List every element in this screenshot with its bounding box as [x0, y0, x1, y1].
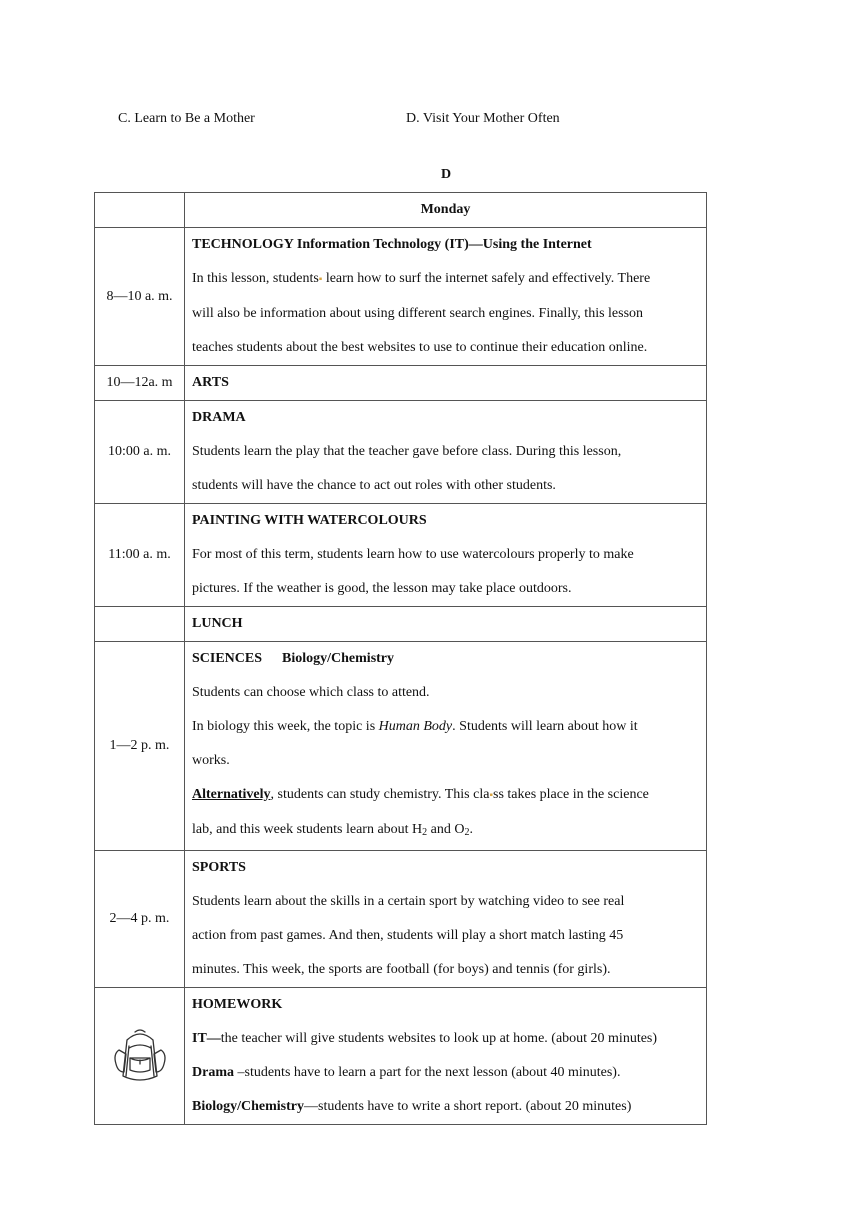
lesson-title: LUNCH — [192, 616, 243, 631]
empty-cell — [95, 193, 185, 228]
answer-options — [118, 111, 758, 131]
lesson-cell — [185, 504, 707, 607]
table-row-sports — [95, 851, 707, 988]
lesson-text: minutes. This week, the sports are football (for boys) and tennis (for girls). — [192, 962, 611, 977]
table-row-technology — [95, 228, 707, 366]
lesson-text: will also be information about using different search engines. Finally, this lesson — [192, 306, 644, 321]
time-cell: 1—2 p. m. — [95, 642, 185, 851]
lesson-text: teaches students about the best websites to use to continue their education online. — [192, 340, 648, 355]
lesson-cell — [185, 607, 707, 642]
lesson-text: pictures. If the weather is good, the lesson may take place outdoors. — [192, 581, 572, 596]
lesson-cell — [185, 228, 707, 366]
lesson-text: Students can choose which class to attend. — [192, 685, 430, 700]
homework-item: IT—the teacher will give students websites to look up at home. (about 20 minutes) — [192, 1031, 658, 1046]
table-row-sciences — [95, 642, 707, 851]
table-row-painting — [95, 504, 707, 607]
lesson-text: lab, and this week students learn about $H_2$ and $O_2$. — [192, 822, 473, 838]
table-row-drama — [95, 401, 707, 504]
table-row-lunch — [95, 607, 707, 642]
lesson-cell — [185, 401, 707, 504]
table-header-row — [95, 193, 707, 228]
time-cell: 10:00 a. m. — [95, 401, 185, 504]
lesson-text: In biology this week, the topic is Human Body. Students will learn about how it — [192, 719, 638, 734]
time-cell: 8—10 a. m. — [95, 228, 185, 366]
lesson-title: PAINTING WITH WATERCOLOURS — [192, 513, 427, 528]
table-row-homework — [95, 988, 707, 1125]
day-header: Monday — [185, 193, 707, 228]
empty-cell — [95, 607, 185, 642]
underlined-word: Alternatively — [192, 787, 271, 802]
lesson-title: ARTS — [192, 375, 229, 390]
lesson-cell — [185, 851, 707, 988]
time-cell: 2—4 p. m. — [95, 851, 185, 988]
lesson-cell — [185, 988, 707, 1125]
lesson-title: SCIENCES Biology/Chemistry — [192, 651, 395, 666]
lesson-text: Students learn the play that the teacher gave before class. During this lesson, — [192, 444, 622, 459]
lesson-text: Alternatively, students can study chemistry. This cla▪ss takes place in the science — [192, 787, 649, 802]
lesson-title: HOMEWORK — [192, 997, 283, 1012]
lesson-text: works. — [192, 753, 230, 768]
table-row-arts — [95, 366, 707, 401]
lesson-cell — [185, 642, 707, 851]
lesson-title: SPORTS — [192, 860, 246, 875]
lesson-cell — [185, 366, 707, 401]
lesson-text: action from past games. And then, students will play a short match lasting 45 — [192, 928, 624, 943]
lesson-text: Students learn about the skills in a certain sport by watching video to see real — [192, 894, 625, 909]
time-cell: 11:00 a. m. — [95, 504, 185, 607]
homework-item: Biology/Chemistry—students have to write a short report. (about 20 minutes) — [192, 1099, 632, 1114]
icon-cell — [95, 988, 185, 1125]
backpack-icon — [105, 1026, 175, 1086]
option-d: D. Visit Your Mother Often — [406, 111, 560, 126]
lesson-text: In this lesson, students▪ learn how to surf the internet safely and effectively. There — [192, 271, 651, 286]
lesson-text: students will have the chance to act out roles with other students. — [192, 478, 556, 493]
option-c: C. Learn to Be a Mother — [118, 111, 255, 126]
schedule-table — [94, 192, 707, 1125]
time-cell: 10—12a. m — [95, 366, 185, 401]
lesson-text: For most of this term, students learn how to use watercolours properly to make — [192, 547, 634, 562]
homework-item: Drama –students have to learn a part for the next lesson (about 40 minutes). — [192, 1065, 621, 1080]
section-letter: D — [440, 167, 452, 182]
lesson-title: DRAMA — [192, 410, 246, 425]
lesson-title: TECHNOLOGY Information Technology (IT)—Using the Internet — [192, 237, 592, 252]
